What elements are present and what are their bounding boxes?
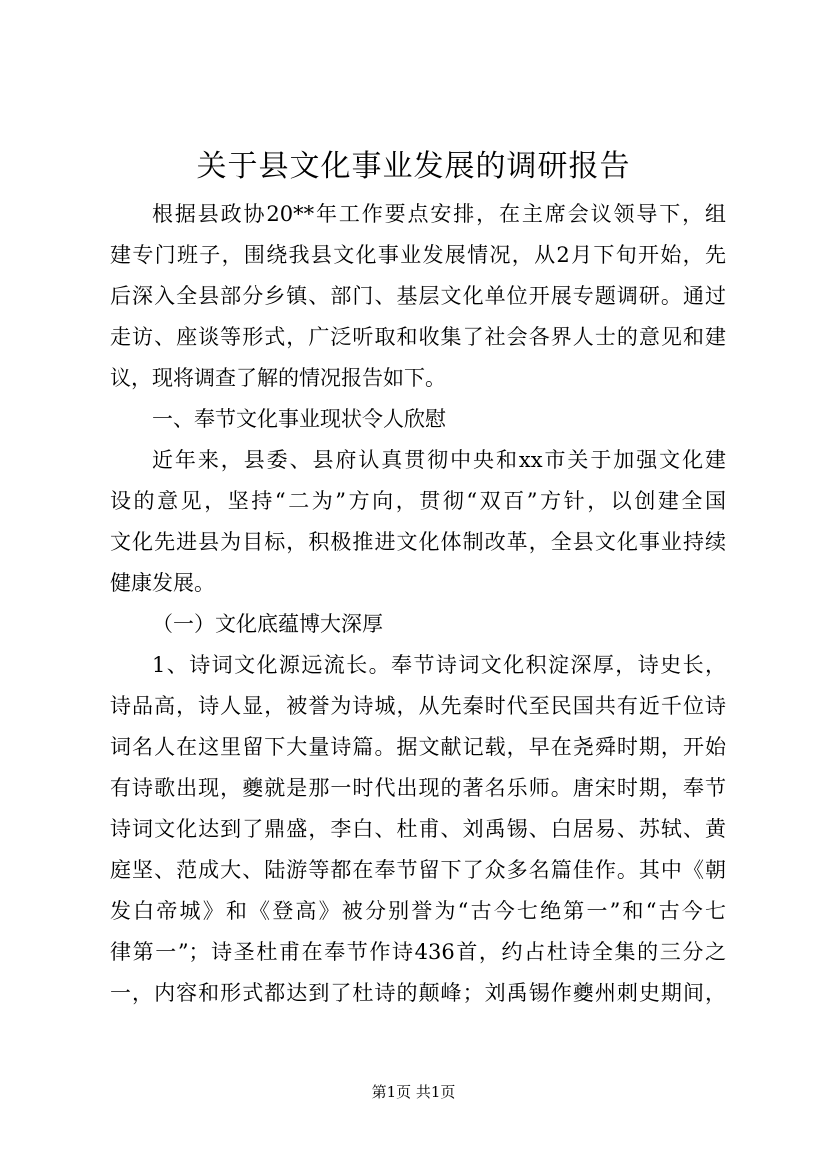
text-line: 词名人在这里留下大量诗篇。据文献记载，早在尧舜时期，开始 <box>110 735 726 759</box>
document-title: 关于县文化事业发展的调研报告 <box>196 149 631 184</box>
text-line: 发白帝城》和《登高》被分别誉为“古今七绝第一”和“古今七 <box>110 899 726 923</box>
text-line: 根据县政协20**年工作要点安排，在主席会议领导下，组 <box>152 202 726 226</box>
text-line: （一）文化底蕴博大深厚 <box>152 612 383 636</box>
text-line: 文化先进县为目标，积极推进文化体制改革，全县文化事业持续 <box>110 530 726 554</box>
text-line: 诗词文化达到了鼎盛，李白、杜甫、刘禹锡、白居易、苏轼、黄 <box>110 817 726 841</box>
page-footer: 第1页 共1页 <box>371 1083 456 1101</box>
text-line: 近年来，县委、县府认真贯彻中央和xx市关于加强文化建 <box>152 448 726 472</box>
document-body <box>110 194 726 1014</box>
text-line: 1、诗词文化源远流长。奉节诗词文化积淀深厚，诗史长， <box>152 653 726 677</box>
text-line: 健康发展。 <box>110 571 215 595</box>
text-line: 有诗歌出现，夔就是那一时代出现的著名乐师。唐宋时期，奉节 <box>110 776 726 800</box>
text-line: 走访、座谈等形式，广泛听取和收集了社会各界人士的意见和建 <box>110 325 726 349</box>
text-line: 律第一”；诗圣杜甫在奉节作诗436首，约占杜诗全集的三分之 <box>110 940 726 964</box>
text-line: 一，内容和形式都达到了杜诗的颠峰；刘禹锡作夔州刺史期间， <box>110 981 726 1005</box>
text-line: 设的意见，坚持“二为”方向，贯彻“双百”方针，以创建全国 <box>110 489 726 513</box>
text-line: 后深入全县部分乡镇、部门、基层文化单位开展专题调研。通过 <box>110 284 726 308</box>
text-line: 诗品高，诗人显，被誉为诗城，从先秦时代至民国共有近千位诗 <box>110 694 726 718</box>
text-line: 议，现将调查了解的情况报告如下。 <box>110 366 446 390</box>
text-line: 建专门班子，围绕我县文化事业发展情况，从2月下旬开始，先 <box>110 243 726 267</box>
text-line: 一、奉节文化事业现状令人欣慰 <box>152 407 446 431</box>
text-line: 庭坚、范成大、陆游等都在奉节留下了众多名篇佳作。其中《朝 <box>110 858 726 882</box>
